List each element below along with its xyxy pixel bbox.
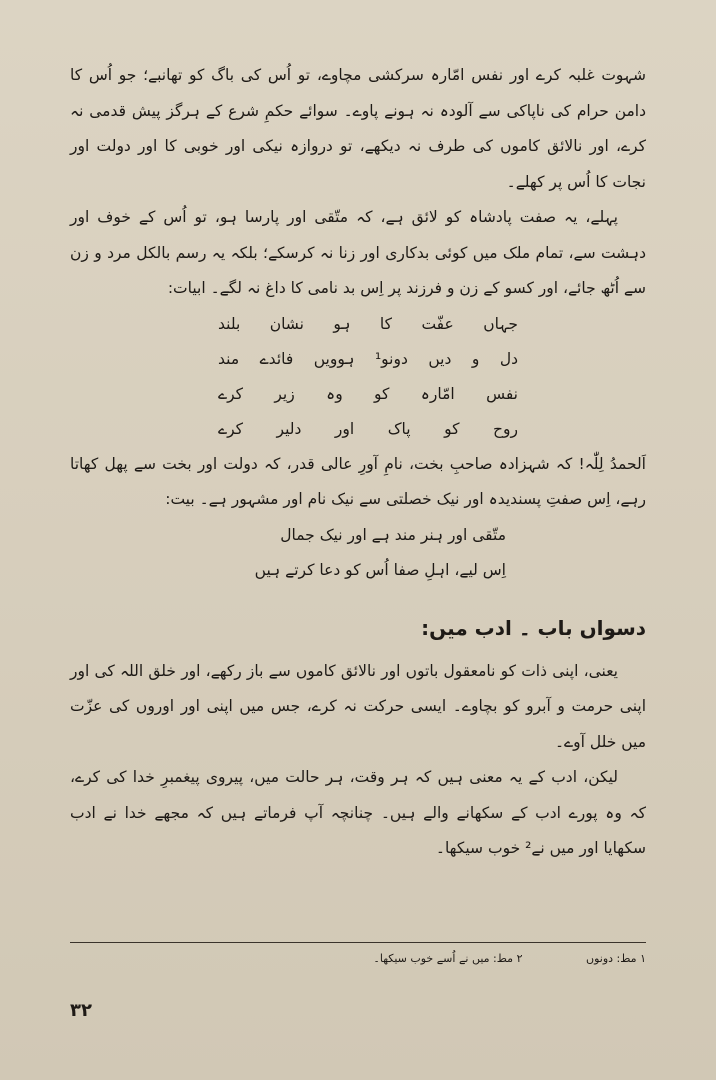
footnote-2: ۲ مط: میں نے اُسے خوب سیکھا۔ (373, 952, 523, 965)
paragraph-5: لیکن، ادب کے یہ معنی ہیں کہ ہر وقت، ہر حالت میں، پیروی پیغمبرِ خدا کی کرے، کہ وہ پورے ادب کے سکھانے والے ہیں۔ چنانچہ آپ فرماتے ہیں کہ مجھے خدا نے ادب سکھایا اور میں نے² خوب سیکھا۔ (70, 768, 646, 857)
paragraph-3: اَلحمدُ لِلّٰہ! کہ شہزادہ صاحبِ بخت، نامِ آورِ عالی قدر، کہ دولت اور بخت سے پھل کھاتا رہے، اِس صفتِ پسندیدہ اور نیک خصلتی سے نیک نام اور مشہور ہے۔ بیت: (70, 454, 646, 508)
paragraph-4: یعنی، اپنی ذات کو نامعقول باتوں اور نالائق کاموں سے باز رکھے، اور خلق اللہ کی اور اپنی حرمت و آبرو کو بچاوے۔ ایسی حرکت نہ کرے، جس میں اپنی اور اوروں کی عزّت میں خلل آوے۔ (70, 661, 646, 751)
footnotes (70, 948, 646, 970)
chapter-heading: دسواں باب ۔ ادب میں: (421, 615, 646, 640)
verse-line-1: جہاں عفّت کا ہو نشان بلند (218, 314, 518, 333)
page-number: ۳۲ (70, 1000, 92, 1021)
footnote-1: ۱ مط: دونوں (586, 952, 646, 965)
paragraph-1: شہوت غلبہ کرے اور نفس امّارہ سرکشی مچاوے، تو اُس کی باگ کو تھانبے؛ جو اُس کا دامن حرام کی ناپاکی سے آلودہ نہ ہونے پاوے۔ سوائے حکمِ شرع کے ہرگز پیش قدمی نہ کرے، اور نالائق کاموں کی طرف نہ دیکھے، تو دروازہ نیکی اور خوبی کا اور دولت اور نجات کا اُس پر کھلے۔ (70, 66, 646, 191)
verse-line-3: نفس امّارہ کو وہ زیر کرے (218, 384, 518, 403)
paragraph-2: پہلے، یہ صفت پادشاہ کو لائق ہے، کہ متّقی اور پارسا ہو، تو اُس کے خوف اور دہشت سے، تمام ملک میں کوئی بدکاری اور زنا نہ کرسکے؛ بلکہ یہ رسم بالکل مرد و زن سے اُٹھ جائے، اور کسو کے زن و فرزند پر اِس بد نامی کا داغ نہ لگے۔ ابیات: (70, 208, 646, 297)
verse-line-2: دل و دیں دونو¹ ہوویں فائدے مند (218, 349, 518, 368)
couplet-line-2: اِس لیے، اہلِ صفا اُس کو دعا کرتے ہیں (254, 560, 506, 579)
couplet-line-1: متّقی اور ہنر مند ہے اور نیک جمال (280, 525, 506, 544)
verse-line-4: روح کو پاک اور دلیر کرے (218, 419, 518, 438)
footnote-divider (70, 942, 646, 943)
body-text (70, 58, 646, 867)
